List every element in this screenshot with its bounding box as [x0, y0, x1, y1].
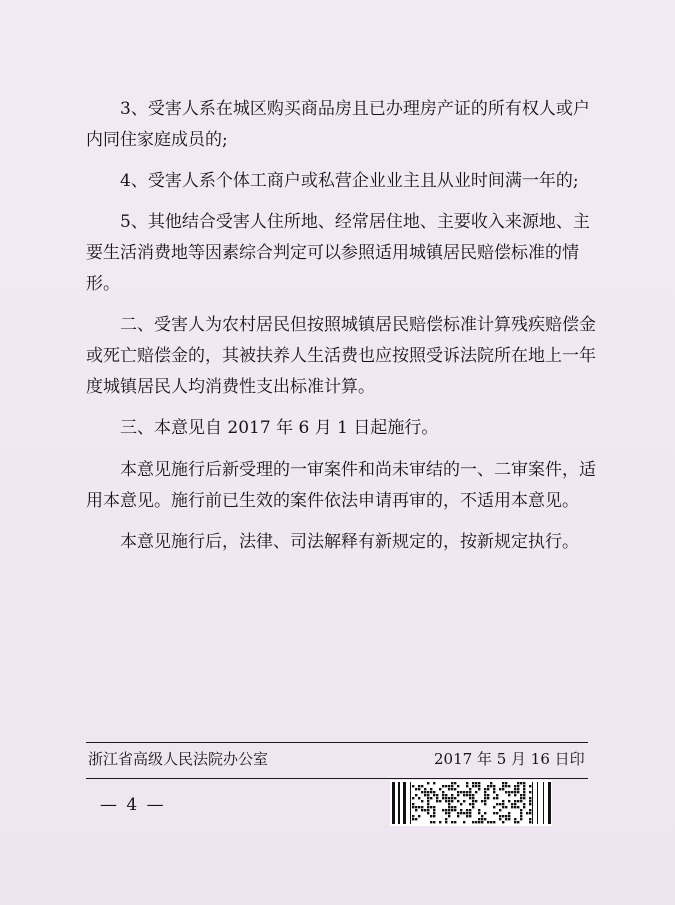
paragraph-item-5: 5、其他结合受害人住所地、经常居住地、主要收入来源地、主要生活消费地等因素综合判定可以参照适用城镇居民赔偿标准的情形。: [86, 212, 590, 294]
footer-top-rule: [86, 742, 588, 743]
print-date: 2017 年 5 月 16 日印: [434, 750, 585, 768]
paragraph-article-3: 三、本意见自 2017 年 6 月 1 日起施行。: [120, 418, 439, 438]
paragraph-applicability: 本意见施行后新受理的一审案件和尚未审结的一、二审案件，适用本意见。施行前已生效的案件依法申请再审的，不适用本意见。: [86, 460, 596, 511]
paragraph-article-2: 二、受害人为农村居民但按照城镇居民赔偿标准计算残疾赔偿金或死亡赔偿金的，其被扶养人生活费也应按照受诉法院所在地上一年度城镇居民人均消费性支出标准计算。: [86, 315, 596, 397]
paragraph-new-rules: 本意见施行后，法律、司法解释有新规定的，按新规定执行。: [120, 532, 579, 552]
page-number: — 4 —: [100, 795, 166, 815]
paragraph-item-4: 4、受害人系个体工商户或私营企业业主且从业时间满一年的;: [120, 171, 579, 191]
footer-bottom-rule: [86, 778, 588, 779]
paragraph-item-3: 3、受害人系在城区购买商品房且已办理房产证的所有权人或户内同住家庭成员的;: [86, 99, 590, 150]
document-body: [86, 94, 598, 568]
issuer-name: 浙江省高级人民法院办公室: [88, 750, 269, 768]
barcode-icon: [390, 780, 552, 826]
